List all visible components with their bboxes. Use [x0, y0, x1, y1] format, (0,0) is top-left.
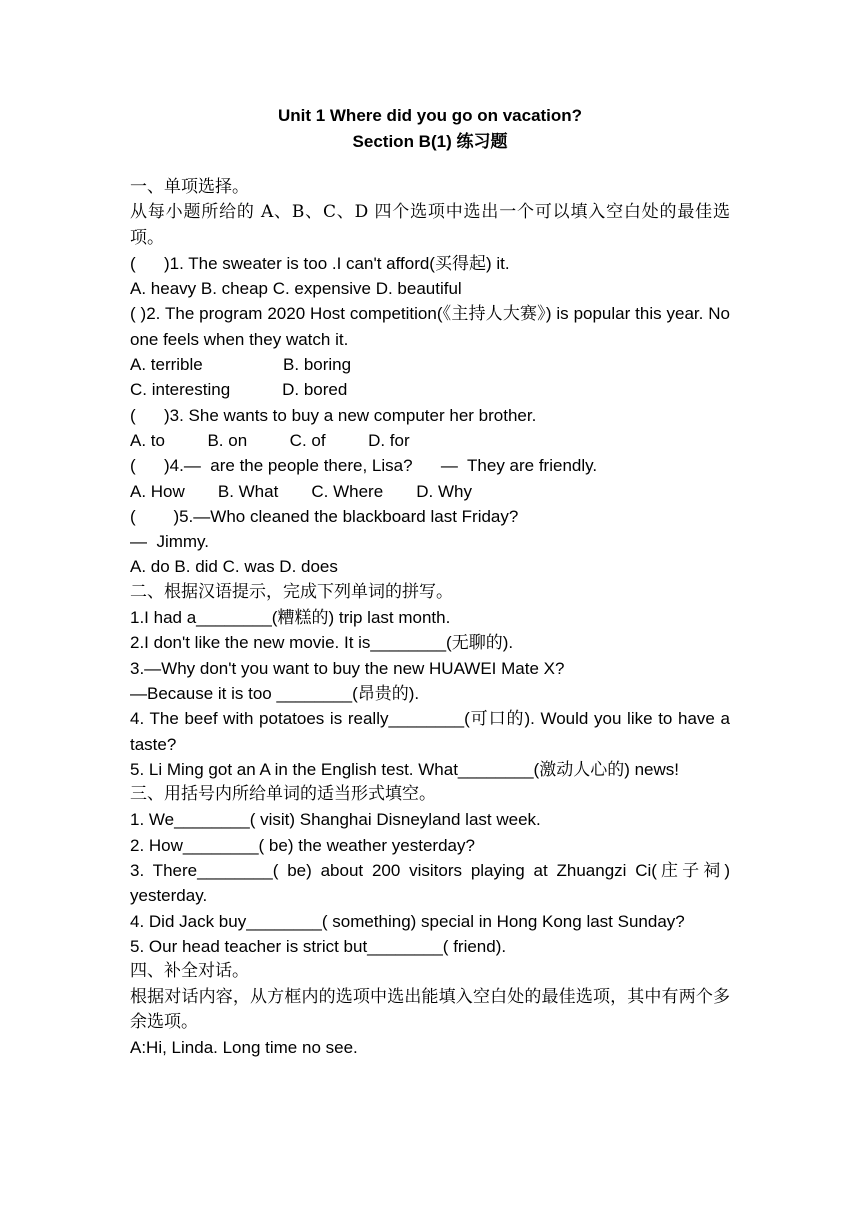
worksheet [130, 103, 730, 1060]
question-3: ( )3. She wants to buy a new computer her brother. [130, 405, 537, 425]
question-5-answer: — Jimmy. [130, 532, 210, 552]
question-5: ( )5.—Who cleaned the blackboard last Friday? [130, 506, 519, 526]
options-3: A. to B. on C. of D. for [130, 430, 410, 450]
spelling-item-1: 1.I had a________(糟糕的) trip last month. [130, 608, 451, 628]
spelling-item-3: 3.—Why don't you want to buy the new HUAWEI Mate X? [130, 658, 565, 678]
spelling-item-2: 2.I don't like the new movie. It is________(无聊的). [130, 633, 514, 653]
question-1: ( )1. The sweater is too .I can't afford(买得起) it. [130, 253, 510, 273]
options-1: A. heavy B. cheap C. expensive D. beautiful [130, 279, 462, 299]
options-2-row-1: A. terrible B. boring [130, 355, 352, 375]
section-instruction-4: 根据对话内容，从方框内的选项中选出能填入空白处的最佳选项，其中有两个多余选项。 [130, 986, 730, 1032]
worksheet-subtitle: Section B(1) 练习题 [352, 132, 508, 151]
form-item-4: 4. Did Jack buy________( something) special in Hong Kong last Sunday? [130, 911, 685, 931]
form-item-5: 5. Our head teacher is strict but________( friend). [130, 936, 507, 956]
form-item-3: 3. There________( be) about 200 visitors playing at Zhuangzi Ci(庄子祠) yesterday. [130, 861, 730, 906]
dialogue-line-1: A:Hi, Linda. Long time no see. [130, 1038, 358, 1058]
section-heading-1: 一、单项选择。 [130, 177, 249, 197]
question-4: ( )4.— are the people there, Lisa? — They are friendly. [130, 456, 598, 476]
section-heading-4: 四、补全对话。 [130, 961, 249, 982]
options-4: A. How B. What C. Where D. Why [130, 481, 472, 501]
form-item-1: 1. We________( visit) Shanghai Disneyland last week. [130, 810, 541, 830]
question-2: ( )2. The program 2020 Host competition(《主持人大赛》) is popular this year. No one feels when they watch it. [130, 304, 730, 349]
options-2-row-2: C. interesting D. bored [130, 380, 348, 400]
section-heading-3: 三、用括号内所给单词的适当形式填空。 [130, 784, 436, 805]
worksheet-title: Unit 1 Where did you go on vacation? [277, 106, 583, 125]
spelling-item-4: 4. The beef with potatoes is really________(可口的). Would you like to have a taste? [130, 709, 730, 754]
options-5: A. do B. did C. was D. does [130, 557, 338, 577]
section-heading-2: 二、根据汉语提示，完成下列单词的拼写。 [130, 581, 453, 602]
form-item-2: 2. How________( be) the weather yesterday? [130, 835, 475, 855]
section-instruction-1: 从每小题所给的 A、B、C、D 四个选项中选出一个可以填入空白处的最佳选项。 [130, 202, 730, 248]
spelling-item-3-reply: —Because it is too ________(昂贵的). [130, 683, 420, 703]
spelling-item-5: 5. Li Ming got an A in the English test. What________(激动人心的) news! [130, 759, 680, 779]
